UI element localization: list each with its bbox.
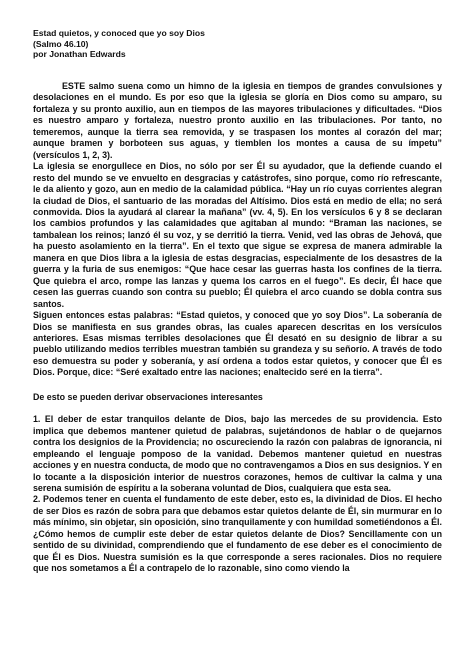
paragraph-intro: ESTE salmo suena como un himno de la iglesia en tiempos de grandes convulsiones y desolaciones en el mundo. Es por eso que la iglesia se gloría en Dios como su amparo, su fortaleza y su pronto auxilio, aun en tiempos de las mayores tribulaciones y dificultades. “Dios es nuestro amparo y fortaleza, nuestro pronto auxilio en las tribulaciones. Por tanto, no temeremos, aunque la tierra sea removida, y se traspasen los montes al corazón del mar; aunque bramen y borboteen sus aguas, y tiemblen los montes a causa de su ímpetu” (versículos 1, 2, 3). [33, 81, 442, 160]
section-spacer [33, 379, 442, 392]
document-header [33, 28, 333, 60]
author-line: por Jonathan Edwards [33, 49, 126, 60]
section-spacer-2 [33, 403, 442, 414]
scripture-reference: (Salmo 46.10) [33, 38, 89, 49]
point-2: 2. Podemos tener en cuenta el fundamento de este deber, esto es, la divinidad de Dios. El hecho de ser Dios es razón de sobra para que debamos estar quietos delante de Él, sin murmurar en lo más mínimo, sin objetar, sin oposición, sino tranquilamente y con humildad sometiéndonos a Él. ¿Cómo hemos de cumplir este deber de estar quietos delante de Dios? Sencillamente con un sentido de su divinidad, comprendiendo que el fundamento de ese deber es el conocimiento de que Él es Dios. Nuestra sumisión es la que corresponde a seres racionales. Dios no requiere que nos sometamos a Él a contrapelo de lo razonable, sino como viendo la [33, 494, 442, 574]
paragraph-sovereignty: Siguen entonces estas palabras: “Estad quietos, y conoced que yo soy Dios”. La soberanía de Dios se manifiesta en sus grandes obras, las cuales aparecen descritas en los versículos anteriores. Esas mismas terribles desolaciones que Él desató en su designio de librar a su pueblo utilizando medios terribles muestran también su grandeza y su señorío. A través de todo eso demuestra su poder y soberanía, y así ordena a todos estar quietos, y conocer que Él es Dios. Porque, dice: “Seré exaltado entre las naciones; enaltecido seré en la tierra”. [33, 310, 442, 378]
document-body [33, 81, 442, 575]
paragraph-river: La iglesia se enorgullece en Dios, no sólo por ser Él su ayudador, que la defiende cuando el resto del mundo se ve envuelto en desgracias y catástrofes, sino porque, como río refrescante, le da aliento y gozo, aun en medio de la calamidad pública. “Hay un río cuyas corrientes alegran la ciudad de Dios, el santuario de las moradas del Altísimo. Dios está en medio de ella; no será conmovida. Dios la ayudará al clarear la mañana” (vv. 4, 5). En los versículos 6 y 8 se declaran los cambios profundos y las calamidades que agitaban al mundo: “Braman las naciones, se tambalean los reinos; lanzó él su voz, y se derritió la tierra. Venid, ved las obras de Jehová, que ha puesto asolamiento en la tierra”. En el texto que sigue se expresa de manera admirable la manera en que Dios libra a la iglesia de estas desgracias, especialmente de los desastres de la guerra y la furia de sus enemigos: “Que hace cesar las guerras hasta los confines de la tierra. Que quiebra el arco, rompe las lanzas y quema los carros en el fuego”. Es decir, Él hace que cesen las guerras cuando son contra su pueblo; Él quiebra el arco cuando se dobla contra sus santos. [33, 161, 442, 309]
point-1: 1. El deber de estar tranquilos delante de Dios, bajo las mercedes de su providencia. Esto implica que debemos mantener quietud de palabras, sujetándonos de hablar o de quejarnos contra los designios de la Providencia; no oscureciendo la razón con palabras de ignorancia, ni empleando el lenguaje pomposo de la vanidad. Debemos mantener quietud en nuestras acciones y en nuestra conducta, de modo que no contravengamos a Dios en sus designios. Y en lo tocante a la disposición interior de nuestros corazones, hemos de cultivar la calma y una serena sumisión de espíritu a la soberana voluntad de Dios, cualquiera que esta sea. [33, 414, 442, 493]
document-title: Estad quietos, y conoced que yo soy Dios [33, 28, 205, 38]
section-heading: De esto se pueden derivar observaciones interesantes [33, 391, 263, 402]
